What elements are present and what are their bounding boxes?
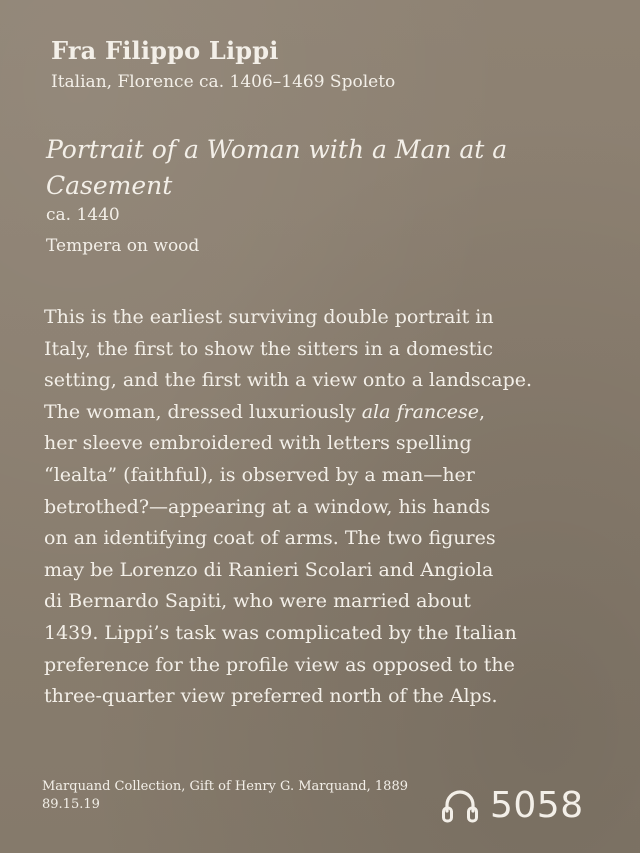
description-line: preference for the profile view as opposed to the [44, 653, 515, 676]
headphones-icon [438, 783, 482, 827]
description-line: betrothed?—appearing at a window, his hands [44, 495, 491, 518]
artwork-date: ca. 1440 [46, 205, 120, 225]
artist-bio: Italian, Florence ca. 1406–1469 Spoleto [51, 72, 396, 92]
description-line: on an identifying coat of arms. The two figures [44, 527, 496, 550]
credit-line: Marquand Collection, Gift of Henry G. Marquand, 1889 [42, 779, 408, 794]
description-line: di Bernardo Sapiti, who were married about [44, 590, 471, 613]
description-line: may be Lorenzo di Ranieri Scolari and Angiola [44, 558, 494, 581]
description-line: Italy, the first to show the sitters in a domestic [44, 337, 494, 360]
description-line [44, 397, 604, 429]
italic-phrase: ala francese [361, 400, 480, 423]
description-line: This is the earliest surviving double portrait in [44, 306, 494, 328]
accession-number: 89.15.19 [42, 797, 100, 812]
audio-guide-stop [438, 779, 584, 831]
audio-stop-number: 5058 [490, 784, 584, 826]
artist-name: Fra Filippo Lippi [51, 36, 279, 65]
description-text [44, 302, 604, 713]
description-line: three-quarter view preferred north of the Alps. [44, 685, 498, 708]
artwork-medium: Tempera on wood [46, 236, 200, 256]
description-line: 1439. Lippi’s task was complicated by the Italian [44, 621, 517, 644]
description-line: setting, and the first with a view onto a landscape. [44, 369, 533, 392]
description-line: “lealta” (faithful), is observed by a man—her [44, 463, 475, 486]
description-text-fragment: The woman, dressed luxuriously [44, 400, 362, 423]
description-text-fragment: , [479, 400, 486, 423]
description-line: her sleeve embroidered with letters spelling [44, 432, 472, 455]
artwork-title: Portrait of a Woman with a Man at a Casement [46, 135, 508, 200]
